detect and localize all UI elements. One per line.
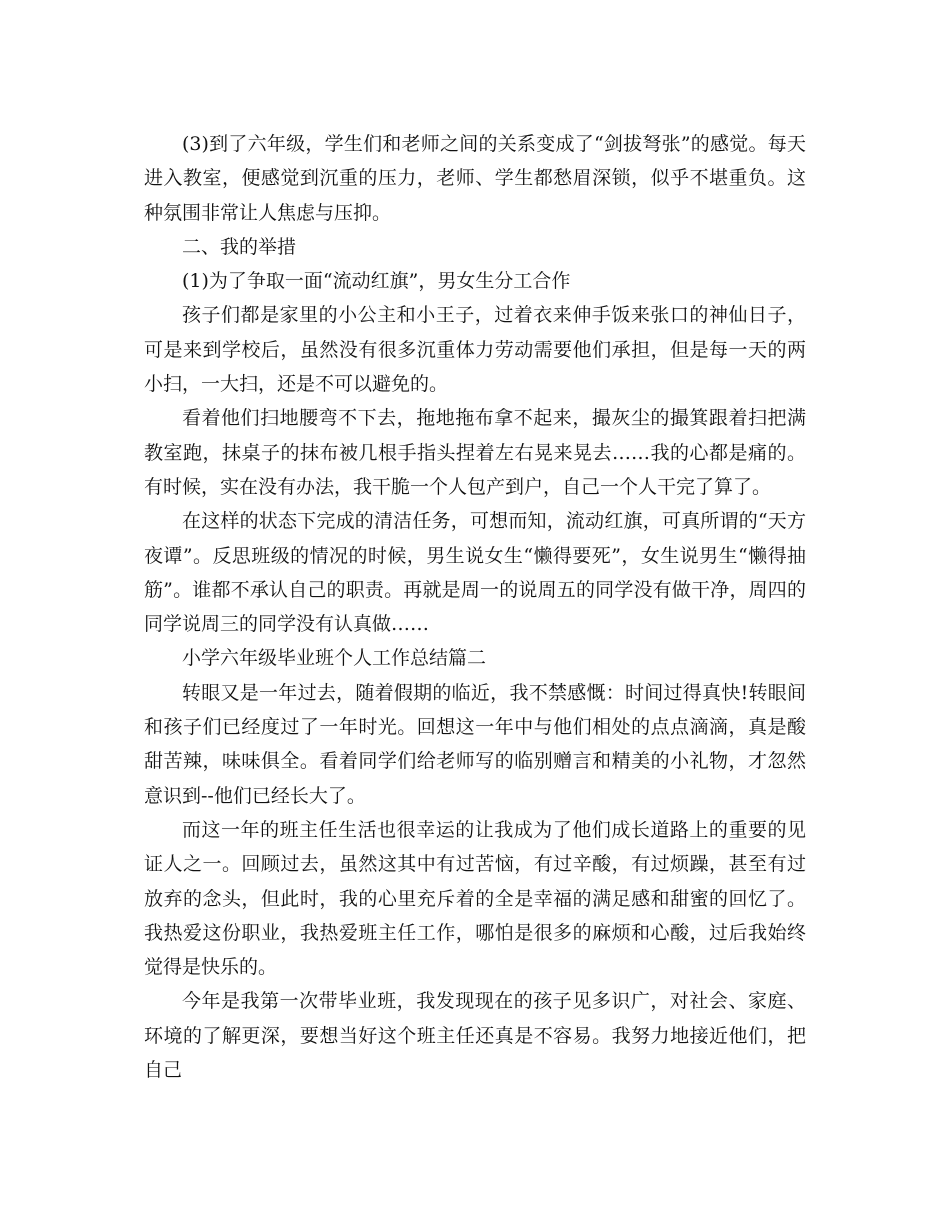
article-subtitle: 小学六年级毕业班个人工作总结篇二 xyxy=(182,647,487,670)
subheading-red-flag: (1)为了争取一面“流动红旗”，男女生分工合作 xyxy=(182,270,571,293)
section-heading-my-measures: 二、我的举措 xyxy=(182,235,297,258)
document-body xyxy=(144,127,806,1087)
paragraph-cleaning-tasks: 在这样的状态下完成的清洁任务，可想而知，流动红旗，可真所谓的“天方夜谭”。反思班级的情况的时候，男生说女生“懒得要死”，女生说男生“懒得抽筋”。谁都不承认自己的职责。再就是周一的说周五的同学没有做干净，周四的同学说周三的同学没有认真做…… xyxy=(144,510,806,636)
paragraph-first-graduating-class: 今年是我第一次带毕业班，我发现现在的孩子见多识广，对社会、家庭、环境的了解更深，要想当好这个班主任还真是不容易。我努力地接近他们，把自己 xyxy=(144,990,806,1082)
paragraph-sweeping: 看着他们扫地腰弯不下去，拖地拖布拿不起来，撮灰尘的撮箕跟着扫把满教室跑，抹桌子的抹布被几根手指头捏着左右晃来晃去……我的心都是痛的。有时候，实在没有办法，我干脆一个人包产到户，自己一个人干完了算了。 xyxy=(144,407,806,498)
paragraph-witness: 而这一年的班主任生活也很幸运的让我成为了他们成长道路上的重要的见证人之一。回顾过去，虽然这其中有过苦恼，有过辛酸，有过烦躁，甚至有过放弃的念头，但此时，我的心里充斥着的全是幸福的满足感和甜蜜的回忆了。我热爱这份职业，我热爱班主任工作，哪怕是很多的麻烦和心酸，过后我始终觉得是快乐的。 xyxy=(144,818,806,979)
paragraph-year-passed: 转眼又是一年过去，随着假期的临近，我不禁感慨：时间过得真快!转眼间和孩子们已经度过了一年时光。回想这一年中与他们相处的点点滴滴，真是酸甜苦辣，味味俱全。看着同学们给老师写的临别赠言和精美的小礼物，才忽然意识到--他们已经长大了。 xyxy=(144,681,806,807)
paragraph-class-atmosphere: (3)到了六年级，学生们和老师之间的关系变成了“剑拔弩张”的感觉。每天进入教室，便感觉到沉重的压力，老师、学生都愁眉深锁，似乎不堪重负。这种氛围非常让人焦虑与压抑。 xyxy=(144,133,806,224)
paragraph-children-chores: 孩子们都是家里的小公主和小王子，过着衣来伸手饭来张口的神仙日子，可是来到学校后，虽然没有很多沉重体力劳动需要他们承担，但是每一天的两小扫，一大扫，还是不可以避免的。 xyxy=(144,304,806,396)
